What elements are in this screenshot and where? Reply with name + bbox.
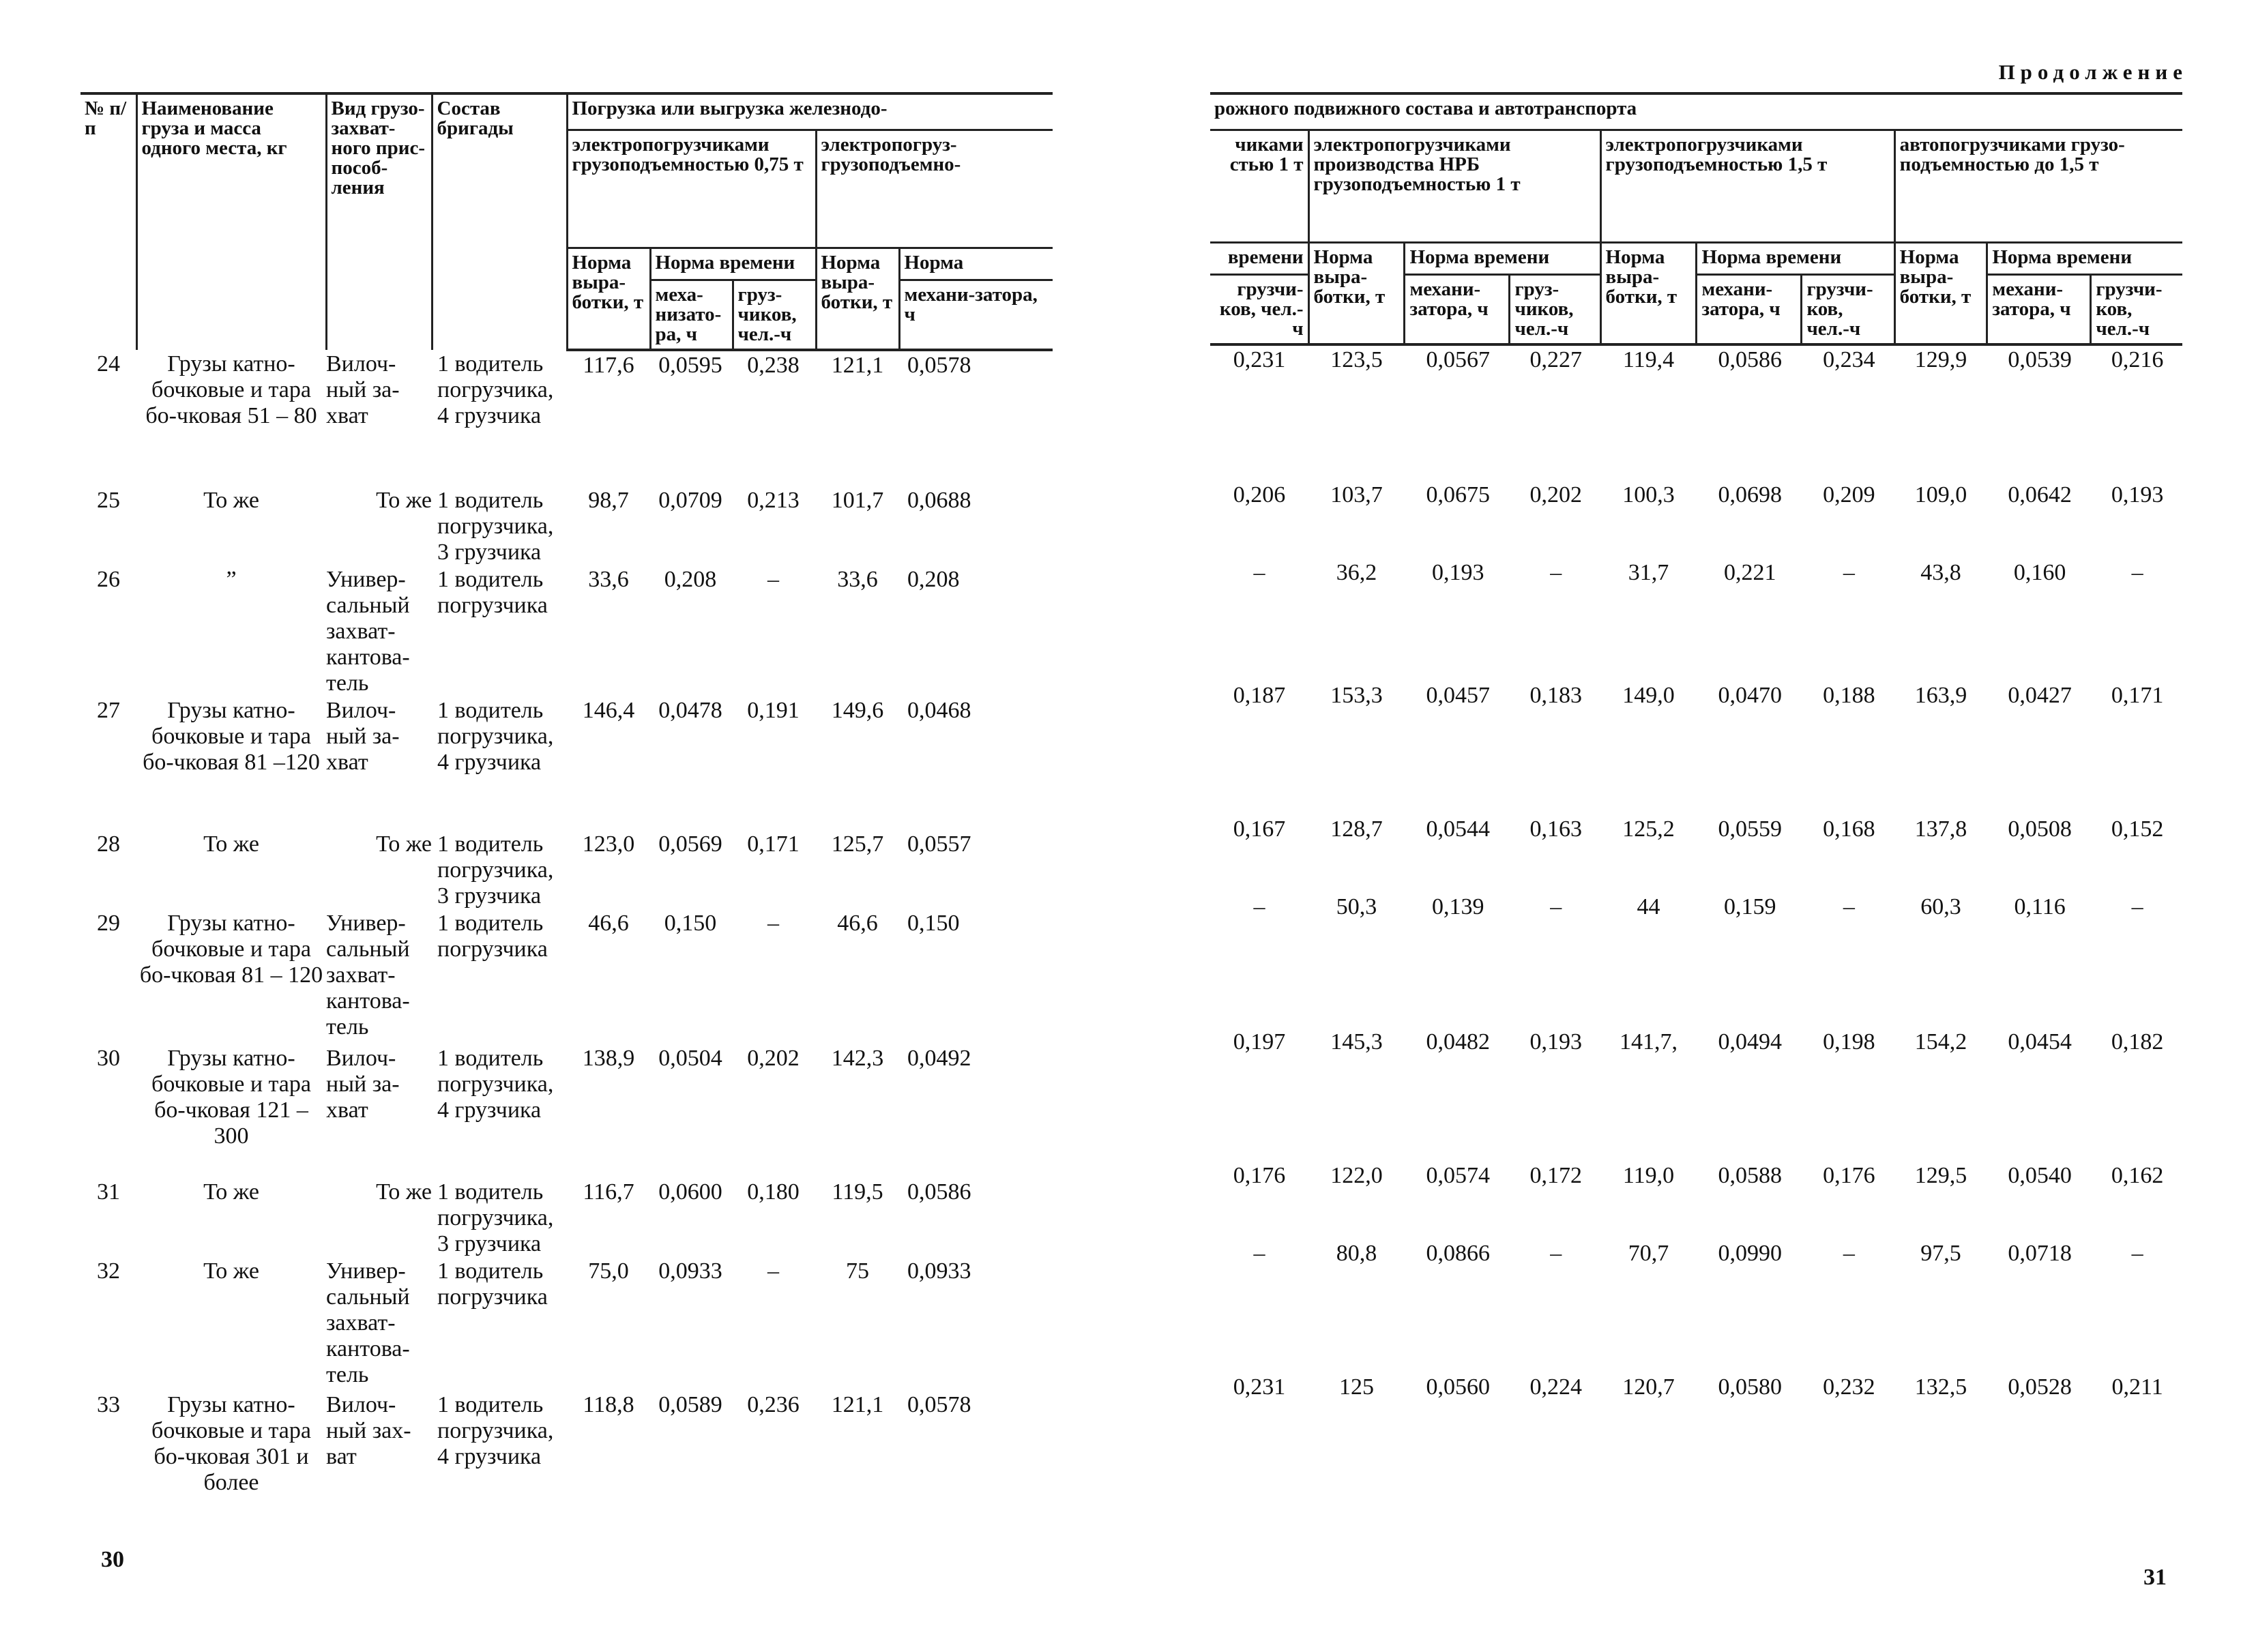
norm-output-15t: 44 (1637, 894, 1660, 919)
mechanic-time-075: 0,208 (664, 567, 717, 592)
norm-output-auto: 129,9 (1914, 347, 1967, 372)
left-table (80, 92, 1053, 1524)
norm-header-2: Норма (900, 249, 1053, 281)
right-sub-1: чиками стью 1 т (1210, 130, 1308, 243)
loader-time-1t: 0,231 (1233, 347, 1286, 372)
mechanic-time-15t: 0,159 (1723, 894, 1776, 919)
mechanic-time-nrb: 0,0544 (1426, 816, 1490, 842)
loader-time-auto: 0,216 (2111, 347, 2164, 372)
loader-time-nrb: – (1550, 560, 1562, 585)
loader-time-auto: 0,152 (2111, 816, 2164, 842)
table-row (1210, 559, 2182, 681)
loader-time-15t: 0,198 (1823, 1029, 1875, 1054)
row-number: 30 (97, 1046, 120, 1071)
crew-composition: 1 водитель погрузчика, 4 грузчика (437, 698, 554, 775)
norm-output-1t: 121,1 (831, 1392, 884, 1417)
norm-output-nrb: 145,3 (1330, 1029, 1383, 1054)
mechanic-time-1t: 0,0468 (907, 698, 971, 723)
mech-header-2: механи-затора, ч (904, 284, 1038, 325)
table-row (1210, 1028, 2182, 1162)
right-loaders-header-3: грузчи-ков, чел.-ч (2090, 276, 2177, 343)
loader-time-auto: 0,182 (2111, 1029, 2164, 1054)
loader-time-075: 0,236 (747, 1392, 800, 1417)
mech-header: меха-низато-ра, ч (655, 284, 722, 345)
cargo-name: Грузы катно-бочковые и тара бо-чковая 51 – 80 (145, 351, 317, 428)
right-page (1064, 0, 2256, 1652)
row-number: 31 (97, 1179, 120, 1205)
col-crew-header: Состав бригады (432, 93, 567, 350)
loader-time-15t: – (1843, 1241, 1855, 1266)
loaders-header: груз-чиков, чел.-ч (732, 281, 815, 349)
cargo-name: ” (226, 567, 237, 592)
right-norm-time-2 (1697, 243, 1894, 345)
mechanic-time-15t: 0,0494 (1718, 1029, 1782, 1054)
gripping-device: То же (376, 1179, 432, 1205)
norm-output-15t: 100,3 (1622, 482, 1675, 507)
right-norm-time-header-1: Норма времени (1405, 244, 1599, 276)
table-row (80, 830, 1053, 909)
norm-output-1t: 119,5 (832, 1179, 883, 1205)
table-row (1210, 1239, 2182, 1373)
mechanic-time-1t: 0,0557 (907, 831, 971, 857)
row-number: 25 (97, 488, 120, 513)
norm-output-auto: 109,0 (1914, 482, 1967, 507)
mechanic-time-075: 0,150 (664, 911, 717, 936)
cargo-name: Грузы катно-бочковые и тара бо-чковая 301 и более (151, 1392, 311, 1495)
right-table (1210, 92, 2182, 1507)
gripping-device: Вилоч-ный за-хват (326, 351, 400, 428)
row-number: 32 (97, 1258, 120, 1284)
mechanic-time-075: 0,0504 (658, 1046, 722, 1071)
norm-output-auto: 43,8 (1920, 560, 1961, 585)
loader-time-auto: – (2131, 1241, 2143, 1266)
norm-output-1t: 142,3 (831, 1046, 884, 1071)
norm-output-auto: 137,8 (1914, 816, 1967, 842)
loader-time-1t: 0,167 (1233, 816, 1286, 842)
crew-composition: 1 водитель погрузчика, 3 грузчика (437, 488, 554, 565)
right-loaders-header: грузчи-ков, чел.-ч (1219, 278, 1304, 340)
crew-composition: 1 водитель погрузчика (437, 567, 548, 618)
mechanic-time-075: 0,0933 (658, 1258, 722, 1284)
norm-output-auto: 163,9 (1914, 683, 1967, 708)
cargo-name: То же (203, 1179, 259, 1205)
norm-output-auto: 129,5 (1914, 1163, 1967, 1188)
norm-output-15t: 125,2 (1622, 816, 1675, 842)
norm-output-1t: 101,7 (831, 488, 884, 513)
mechanic-time-nrb: 0,193 (1432, 560, 1484, 585)
cargo-name: Грузы катно-бочковые и тара бо-чковая 121 – 300 (151, 1046, 311, 1149)
mechanic-time-15t: 0,0586 (1718, 347, 1782, 372)
table-row (80, 696, 1053, 830)
right-norm-time-1 (1405, 243, 1600, 345)
page-number-left: 30 (101, 1547, 124, 1572)
sub-header-1: электропогрузчиками грузоподъемностью 0,75 т (567, 130, 816, 248)
right-sub-3: электропогрузчиками грузоподъемностью 1,5 т (1600, 130, 1894, 243)
mechanic-time-nrb: 0,0457 (1426, 683, 1490, 708)
loader-time-auto: 0,211 (2111, 1374, 2163, 1400)
mechanic-time-075: 0,0569 (658, 831, 722, 857)
norm-output-075: 98,7 (588, 488, 629, 513)
mechanic-time-1t: 0,0578 (907, 1392, 971, 1417)
mechanic-time-auto: 0,0718 (2008, 1241, 2072, 1266)
mechanic-time-15t: 0,0559 (1718, 816, 1782, 842)
row-number: 28 (97, 831, 120, 857)
mechanic-time-1t: 0,0586 (907, 1179, 971, 1205)
mechanic-time-auto: 0,0454 (2008, 1029, 2072, 1054)
mechanic-time-15t: 0,0580 (1718, 1374, 1782, 1400)
row-number: 27 (97, 698, 120, 723)
norm-output-15t: 119,0 (1622, 1163, 1675, 1188)
table-row (1210, 481, 2182, 559)
right-norm-out-1: Норма выра-ботки, т (1308, 243, 1405, 345)
loader-time-1t: 0,187 (1233, 683, 1286, 708)
right-loaders-header-1: груз-чиков, чел.-ч (1508, 276, 1595, 343)
right-mech-header-2: механи-затора, ч (1701, 278, 1781, 320)
crew-composition: 1 водитель погрузчика, 3 грузчика (437, 1179, 554, 1256)
right-group-title: рожного подвижного состава и автотранспорта (1210, 93, 2182, 130)
loader-time-15t: 0,176 (1823, 1163, 1875, 1188)
right-mech-header-1: механи-затора, ч (1409, 278, 1489, 320)
mechanic-time-15t: 0,0588 (1718, 1163, 1782, 1188)
mechanic-time-1t: 0,0688 (907, 488, 971, 513)
loader-time-nrb: – (1550, 1241, 1562, 1266)
mechanic-time-auto: 0,0539 (2008, 347, 2072, 372)
loader-time-nrb: 0,163 (1529, 816, 1583, 842)
right-time-group (1210, 243, 1308, 345)
right-norm-out-3: Норма выра-ботки, т (1894, 243, 1987, 345)
norm-time-header: Норма времени (651, 249, 815, 281)
table-row (1210, 344, 2182, 481)
norm-output-nrb: 36,2 (1336, 560, 1377, 585)
norm-output-1t: 46,6 (837, 911, 878, 936)
norm-output-075: 146,4 (582, 698, 635, 723)
norm-output-auto: 154,2 (1914, 1029, 1967, 1054)
gripping-device: То же (376, 831, 432, 857)
norm-output-nrb: 123,5 (1330, 347, 1383, 372)
loader-time-1t: – (1253, 894, 1265, 919)
loader-time-nrb: 0,227 (1529, 347, 1583, 372)
norm-output-075: 116,7 (583, 1179, 634, 1205)
right-table-body (1210, 344, 2182, 1507)
mechanic-time-15t: 0,221 (1723, 560, 1776, 585)
mechanic-time-075: 0,0595 (658, 353, 722, 378)
norm-output-075: 33,6 (588, 567, 629, 592)
norm-output-075: 75,0 (588, 1258, 629, 1284)
gripping-device: Вилоч-ный за-хват (326, 1046, 400, 1123)
table-row (80, 565, 1053, 696)
gripping-device: Универ-сальный захват-кантова-тель (326, 1258, 410, 1387)
norm-output-1t: 125,7 (831, 831, 884, 857)
cargo-name: Грузы катно-бочковые и тара бо-чковая 81 –120 (143, 698, 320, 775)
page-number-right: 31 (2143, 1565, 2167, 1590)
loader-time-nrb: 0,202 (1529, 482, 1583, 507)
right-time-header: времени (1210, 244, 1308, 276)
loader-time-15t: 0,234 (1823, 347, 1875, 372)
col-device-header: Вид грузо-захват-ного прис-пособ-ления (326, 93, 432, 350)
loader-time-auto: – (2131, 894, 2143, 919)
mechanic-time-nrb: 0,139 (1432, 894, 1484, 919)
right-norm-out-2: Норма выра-ботки, т (1600, 243, 1697, 345)
mechanic-time-auto: 0,0508 (2008, 816, 2072, 842)
table-row (80, 1257, 1053, 1391)
norm-output-15t: 141,7, (1619, 1029, 1678, 1054)
loader-time-nrb: 0,172 (1529, 1163, 1583, 1188)
norm-output-1t: 149,6 (831, 698, 884, 723)
norm-output-nrb: 125 (1339, 1374, 1374, 1400)
mechanic-time-auto: 0,0528 (2008, 1374, 2072, 1400)
norm-group-2 (899, 248, 1053, 351)
mechanic-time-auto: 0,160 (2013, 560, 2066, 585)
loader-time-15t: 0,209 (1823, 482, 1875, 507)
mechanic-time-nrb: 0,0567 (1426, 347, 1490, 372)
loader-time-nrb: 0,224 (1529, 1374, 1583, 1400)
norm-output-1t: 33,6 (837, 567, 878, 592)
mechanic-time-075: 0,0478 (658, 698, 722, 723)
gripping-device: Универ-сальный захват-кантова-тель (326, 567, 410, 696)
norm-output-auto: 97,5 (1920, 1241, 1961, 1266)
norm-output-075: 117,6 (583, 353, 634, 378)
norm-output-1t: 121,1 (831, 353, 884, 378)
cargo-name: То же (203, 488, 259, 513)
norm-output-1t: 75 (846, 1258, 869, 1284)
gripping-device: Вилоч-ный зах-ват (326, 1392, 411, 1469)
loader-time-075: 0,180 (747, 1179, 800, 1205)
crew-composition: 1 водитель погрузчика, 4 грузчика (437, 1392, 554, 1469)
norm-output-15t: 149,0 (1622, 683, 1675, 708)
mechanic-time-15t: 0,0990 (1718, 1241, 1782, 1266)
mechanic-time-1t: 0,150 (907, 911, 960, 936)
norm-output-075: 46,6 (588, 911, 629, 936)
loader-time-075: 0,171 (747, 831, 800, 857)
table-row (80, 1044, 1053, 1178)
loader-time-auto: 0,171 (2111, 683, 2164, 708)
col-name-header: Наименование груза и масса одного места, кг (136, 93, 326, 350)
right-sub-4: автопогрузчиками грузо-подъемностью до 1,5 т (1894, 130, 2182, 243)
norm-output-nrb: 103,7 (1330, 482, 1383, 507)
norm-output-15t: 31,7 (1628, 560, 1669, 585)
right-loaders-header-2: грузчи-ков, чел.-ч (1800, 276, 1889, 343)
gripping-device: Универ-сальный захват-кантова-тель (326, 911, 410, 1039)
mechanic-time-auto: 0,0427 (2008, 683, 2072, 708)
mechanic-time-nrb: 0,0482 (1426, 1029, 1490, 1054)
loader-time-075: – (767, 1258, 779, 1284)
group-title: Погрузка или выгрузка железнодо- (567, 93, 1053, 130)
loader-time-15t: 0,168 (1823, 816, 1875, 842)
loader-time-nrb: – (1550, 894, 1562, 919)
norm-output-header-2: Норма выра-ботки, т (816, 248, 899, 351)
col-no-header: № п/п (80, 93, 136, 350)
row-number: 29 (97, 911, 120, 936)
left-page (0, 0, 1064, 1652)
loader-time-075: 0,191 (747, 698, 800, 723)
table-row (80, 350, 1053, 486)
table-row (1210, 1162, 2182, 1239)
loader-time-15t: – (1843, 560, 1855, 585)
right-norm-time-header-2: Норма времени (1697, 244, 1893, 276)
table-row (1210, 815, 2182, 893)
mechanic-time-auto: 0,116 (2014, 894, 2066, 919)
right-norm-time-header-3: Норма времени (1988, 244, 2182, 276)
norm-output-nrb: 50,3 (1336, 894, 1377, 919)
mechanic-time-auto: 0,0540 (2008, 1163, 2072, 1188)
mechanic-time-1t: 0,208 (907, 567, 960, 592)
loader-time-075: 0,238 (747, 353, 800, 378)
norm-output-075: 138,9 (582, 1046, 635, 1071)
norm-output-nrb: 128,7 (1330, 816, 1383, 842)
mechanic-time-nrb: 0,0675 (1426, 482, 1490, 507)
sub-header-2: электропогруз-грузоподъемно- (816, 130, 1053, 248)
loader-time-075: – (767, 567, 779, 592)
loader-time-nrb: 0,193 (1529, 1029, 1583, 1054)
mechanic-time-1t: 0,0933 (907, 1258, 971, 1284)
mechanic-time-15t: 0,0698 (1718, 482, 1782, 507)
crew-composition: 1 водитель погрузчика (437, 911, 548, 962)
cargo-name: То же (203, 831, 259, 857)
table-row (80, 1391, 1053, 1524)
norm-output-15t: 120,7 (1622, 1374, 1675, 1400)
loader-time-15t: 0,188 (1823, 683, 1875, 708)
crew-composition: 1 водитель погрузчика, 4 грузчика (437, 351, 554, 428)
crew-composition: 1 водитель погрузчика, 3 грузчика (437, 831, 554, 909)
mechanic-time-075: 0,0600 (658, 1179, 722, 1205)
norm-output-header: Норма выра-ботки, т (567, 248, 650, 351)
mechanic-time-15t: 0,0470 (1718, 683, 1782, 708)
right-sub-2: электропогрузчиками производства НРБ грузоподъемностью 1 т (1308, 130, 1600, 243)
loader-time-nrb: 0,183 (1529, 683, 1583, 708)
loader-time-075: 0,202 (747, 1046, 800, 1071)
norm-output-075: 123,0 (582, 831, 635, 857)
loader-time-15t: – (1843, 894, 1855, 919)
mechanic-time-075: 0,0589 (658, 1392, 722, 1417)
crew-composition: 1 водитель погрузчика (437, 1258, 548, 1310)
left-table-body (80, 350, 1053, 1524)
row-number: 24 (97, 351, 120, 377)
gripping-device: То же (376, 488, 432, 513)
loader-time-1t: – (1253, 560, 1265, 585)
norm-output-075: 118,8 (583, 1392, 634, 1417)
norm-output-15t: 119,4 (1622, 347, 1675, 372)
loader-time-1t: 0,231 (1233, 1374, 1286, 1400)
mechanic-time-auto: 0,0642 (2008, 482, 2072, 507)
row-number: 26 (97, 567, 120, 592)
mechanic-time-nrb: 0,0866 (1426, 1241, 1490, 1266)
mechanic-time-nrb: 0,0560 (1426, 1374, 1490, 1400)
table-row (80, 1178, 1053, 1257)
loader-time-auto: 0,193 (2111, 482, 2164, 507)
cargo-name: Грузы катно-бочковые и тара бо-чковая 81 – 120 (139, 911, 323, 988)
loader-time-1t: 0,176 (1233, 1163, 1286, 1188)
loader-time-075: 0,213 (747, 488, 800, 513)
mechanic-time-075: 0,0709 (658, 488, 722, 513)
loader-time-auto: – (2131, 560, 2143, 585)
norm-output-15t: 70,7 (1628, 1241, 1669, 1266)
right-norm-time-3 (1987, 243, 2182, 345)
loader-time-15t: 0,232 (1823, 1374, 1875, 1400)
mechanic-time-1t: 0,0492 (907, 1046, 971, 1071)
norm-output-nrb: 153,3 (1330, 683, 1383, 708)
crew-composition: 1 водитель погрузчика, 4 грузчика (437, 1046, 554, 1123)
gripping-device: Вилоч-ный за-хват (326, 698, 400, 775)
mechanic-time-1t: 0,0578 (907, 353, 971, 378)
cargo-name: То же (203, 1258, 259, 1284)
table-row (80, 486, 1053, 565)
norm-output-auto: 132,5 (1914, 1374, 1967, 1400)
norm-output-nrb: 80,8 (1336, 1241, 1377, 1266)
table-row (1210, 893, 2182, 1028)
mechanic-time-nrb: 0,0574 (1426, 1163, 1490, 1188)
table-row (80, 909, 1053, 1044)
table-row (1210, 681, 2182, 815)
row-number: 33 (97, 1392, 120, 1417)
loader-time-1t: – (1253, 1241, 1265, 1266)
norm-output-auto: 60,3 (1920, 894, 1961, 919)
table-row (1210, 1373, 2182, 1507)
norm-time-group (650, 248, 816, 351)
loader-time-1t: 0,197 (1233, 1029, 1286, 1054)
loader-time-1t: 0,206 (1233, 482, 1286, 507)
loader-time-075: – (767, 911, 779, 936)
loader-time-auto: 0,162 (2111, 1163, 2164, 1188)
right-mech-header-3: механи-затора, ч (1992, 278, 2071, 320)
norm-output-nrb: 122,0 (1330, 1163, 1383, 1188)
continuation-label: Продолжение (1998, 60, 2188, 84)
